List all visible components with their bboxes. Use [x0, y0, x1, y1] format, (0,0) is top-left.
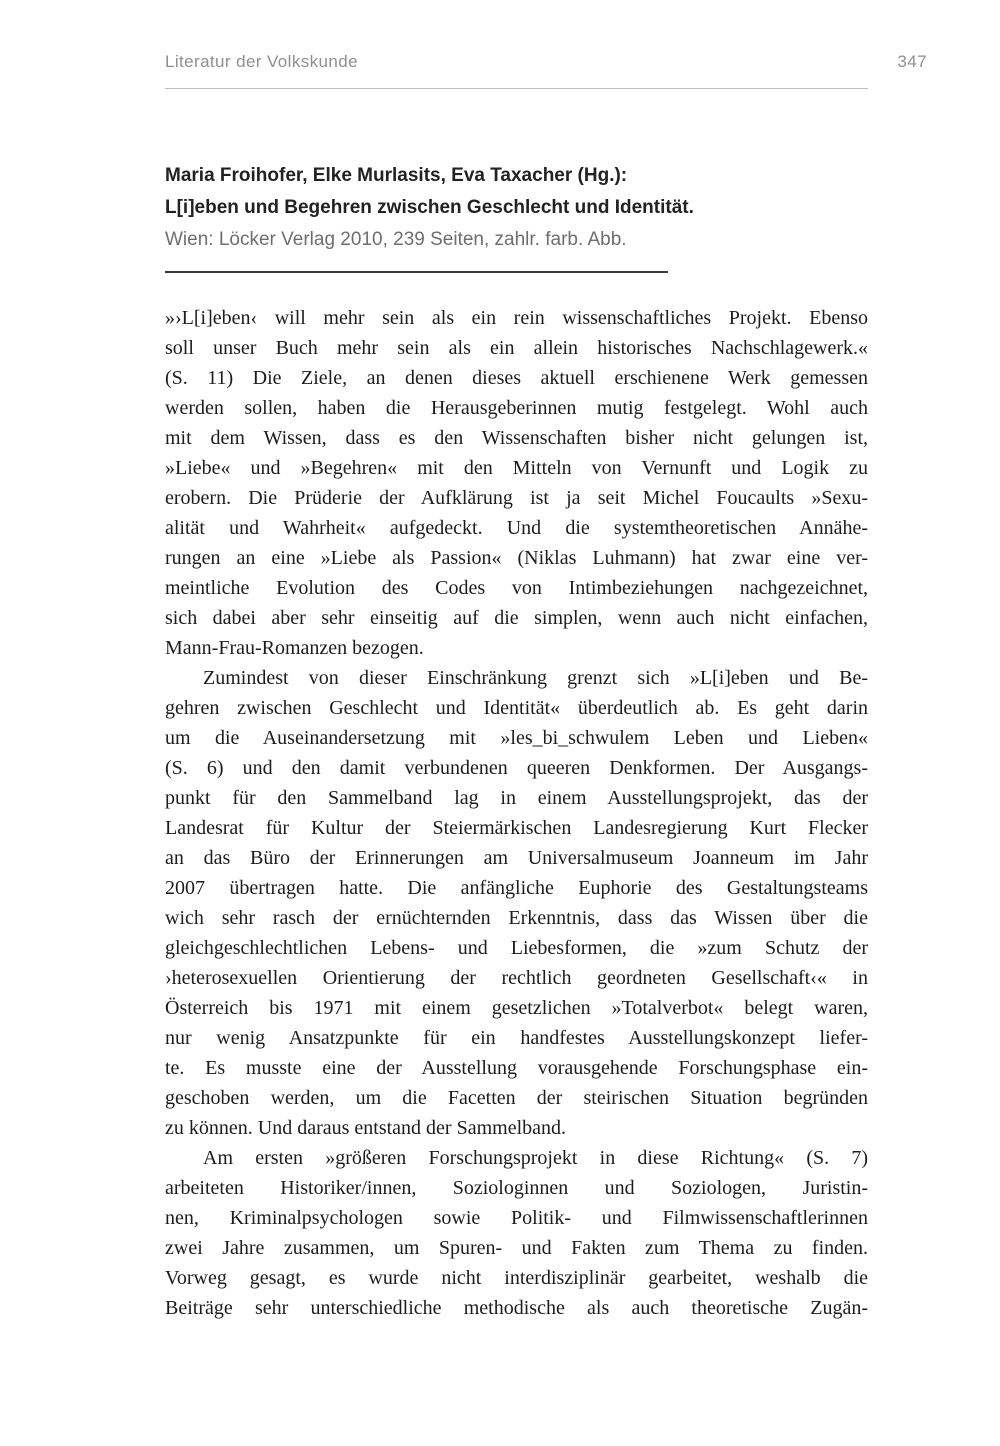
text-line: Österreich bis 1971 mit einem gesetzlichen »Totalverbot« belegt waren, — [165, 997, 868, 1019]
text-line: geschoben werden, um die Facetten der steirischen Situation begründen — [165, 1087, 868, 1109]
text-line: alität und Wahrheit« aufgedeckt. Und die systemtheoretischen Annähe- — [165, 517, 868, 539]
text-line: zu können. Und daraus entstand der Sammelband. — [165, 1117, 567, 1139]
text-line: nen, Kriminalpsychologen sowie Politik- und Filmwissenschaftlerinnen — [165, 1207, 868, 1229]
page-number: 347 — [897, 52, 927, 71]
text-line: Mann-Frau-Romanzen bezogen. — [165, 637, 424, 659]
text-line: wich sehr rasch der ernüchternden Erkenntnis, dass das Wissen über die — [165, 907, 868, 929]
text-line: »›L[i]eben‹ will mehr sein als ein rein wissenschaftliches Projekt. Ebenso — [165, 307, 868, 329]
text-line: gehren zwischen Geschlecht und Identität« überdeutlich ab. Es geht darin — [165, 697, 868, 719]
citation-divider — [165, 271, 668, 273]
text-line: Am ersten »größeren Forschungsprojekt in diese Richtung« (S. 7) — [203, 1147, 868, 1169]
text-line: Zumindest von dieser Einschränkung grenzt sich »L[i]eben und Be- — [203, 667, 868, 689]
text-line: Vorweg gesagt, es wurde nicht interdisziplinär gearbeitet, weshalb die — [165, 1267, 868, 1289]
text-line: (S. 11) Die Ziele, an denen dieses aktuell erschienene Werk gemessen — [165, 367, 868, 389]
text-line: mit dem Wissen, dass es den Wissenschaften bisher nicht gelungen ist, — [165, 427, 868, 449]
text-line: um die Auseinandersetzung mit »les_bi_schwulem Leben und Lieben« — [165, 727, 868, 749]
text-line: Landesrat für Kultur der Steiermärkischen Landesregierung Kurt Flecker — [165, 817, 868, 839]
paragraph — [165, 1143, 868, 1323]
text-line: sich dabei aber sehr einseitig auf die simplen, wenn auch nicht einfachen, — [165, 607, 868, 629]
citation-block — [165, 160, 868, 256]
header-divider — [165, 88, 868, 89]
citation-title: L[i]eben und Begehren zwischen Geschlecht und Identität. — [165, 197, 694, 218]
text-line: Beiträge sehr unterschiedliche methodische als auch theoretische Zugän- — [165, 1297, 868, 1319]
text-line: punkt für den Sammelband lag in einem Ausstellungsprojekt, das der — [165, 787, 868, 809]
text-line: meintliche Evolution des Codes von Intimbeziehungen nachgezeichnet, — [165, 577, 868, 599]
text-line: gleichgeschlechtlichen Lebens- und Liebesformen, die »zum Schutz der — [165, 937, 868, 959]
text-line: arbeiteten Historiker/innen, Soziologinnen und Soziologen, Juristin- — [165, 1177, 868, 1199]
paragraph — [165, 663, 868, 1143]
running-header — [165, 52, 927, 72]
text-line: »Liebe« und »Begehren« mit den Mitteln von Vernunft und Logik zu — [165, 457, 868, 479]
text-line: ›heterosexuellen Orientierung der rechtlich geordneten Gesellschaft‹« in — [165, 967, 868, 989]
text-line: rungen an eine »Liebe als Passion« (Niklas Luhmann) hat zwar eine ver- — [165, 547, 868, 569]
text-line: werden sollen, haben die Herausgeberinnen mutig festgelegt. Wohl auch — [165, 397, 868, 419]
text-line: (S. 6) und den damit verbundenen queeren Denkformen. Der Ausgangs- — [165, 757, 868, 779]
text-line: erobern. Die Prüderie der Aufklärung ist ja seit Michel Foucaults »Sexu- — [165, 487, 868, 509]
text-line: soll unser Buch mehr sein als ein allein historisches Nachschlagewerk.« — [165, 337, 868, 359]
text-line: 2007 übertragen hatte. Die anfängliche Euphorie des Gestaltungsteams — [165, 877, 868, 899]
text-line: te. Es musste eine der Ausstellung vorausgehende Forschungsphase ein- — [165, 1057, 868, 1079]
citation-authors: Maria Froihofer, Elke Murlasits, Eva Taxacher (Hg.): — [165, 165, 628, 186]
body-text — [165, 303, 868, 1323]
text-line: an das Büro der Erinnerungen am Universalmuseum Joanneum im Jahr — [165, 847, 868, 869]
citation-publication: Wien: Löcker Verlag 2010, 239 Seiten, zahlr. farb. Abb. — [165, 229, 627, 250]
text-line: zwei Jahre zusammen, um Spuren- und Fakten zum Thema zu finden. — [165, 1237, 868, 1259]
section-title: Literatur der Volkskunde — [165, 52, 358, 71]
text-line: nur wenig Ansatzpunkte für ein handfestes Ausstellungskonzept liefer- — [165, 1027, 868, 1049]
paragraph — [165, 303, 868, 663]
